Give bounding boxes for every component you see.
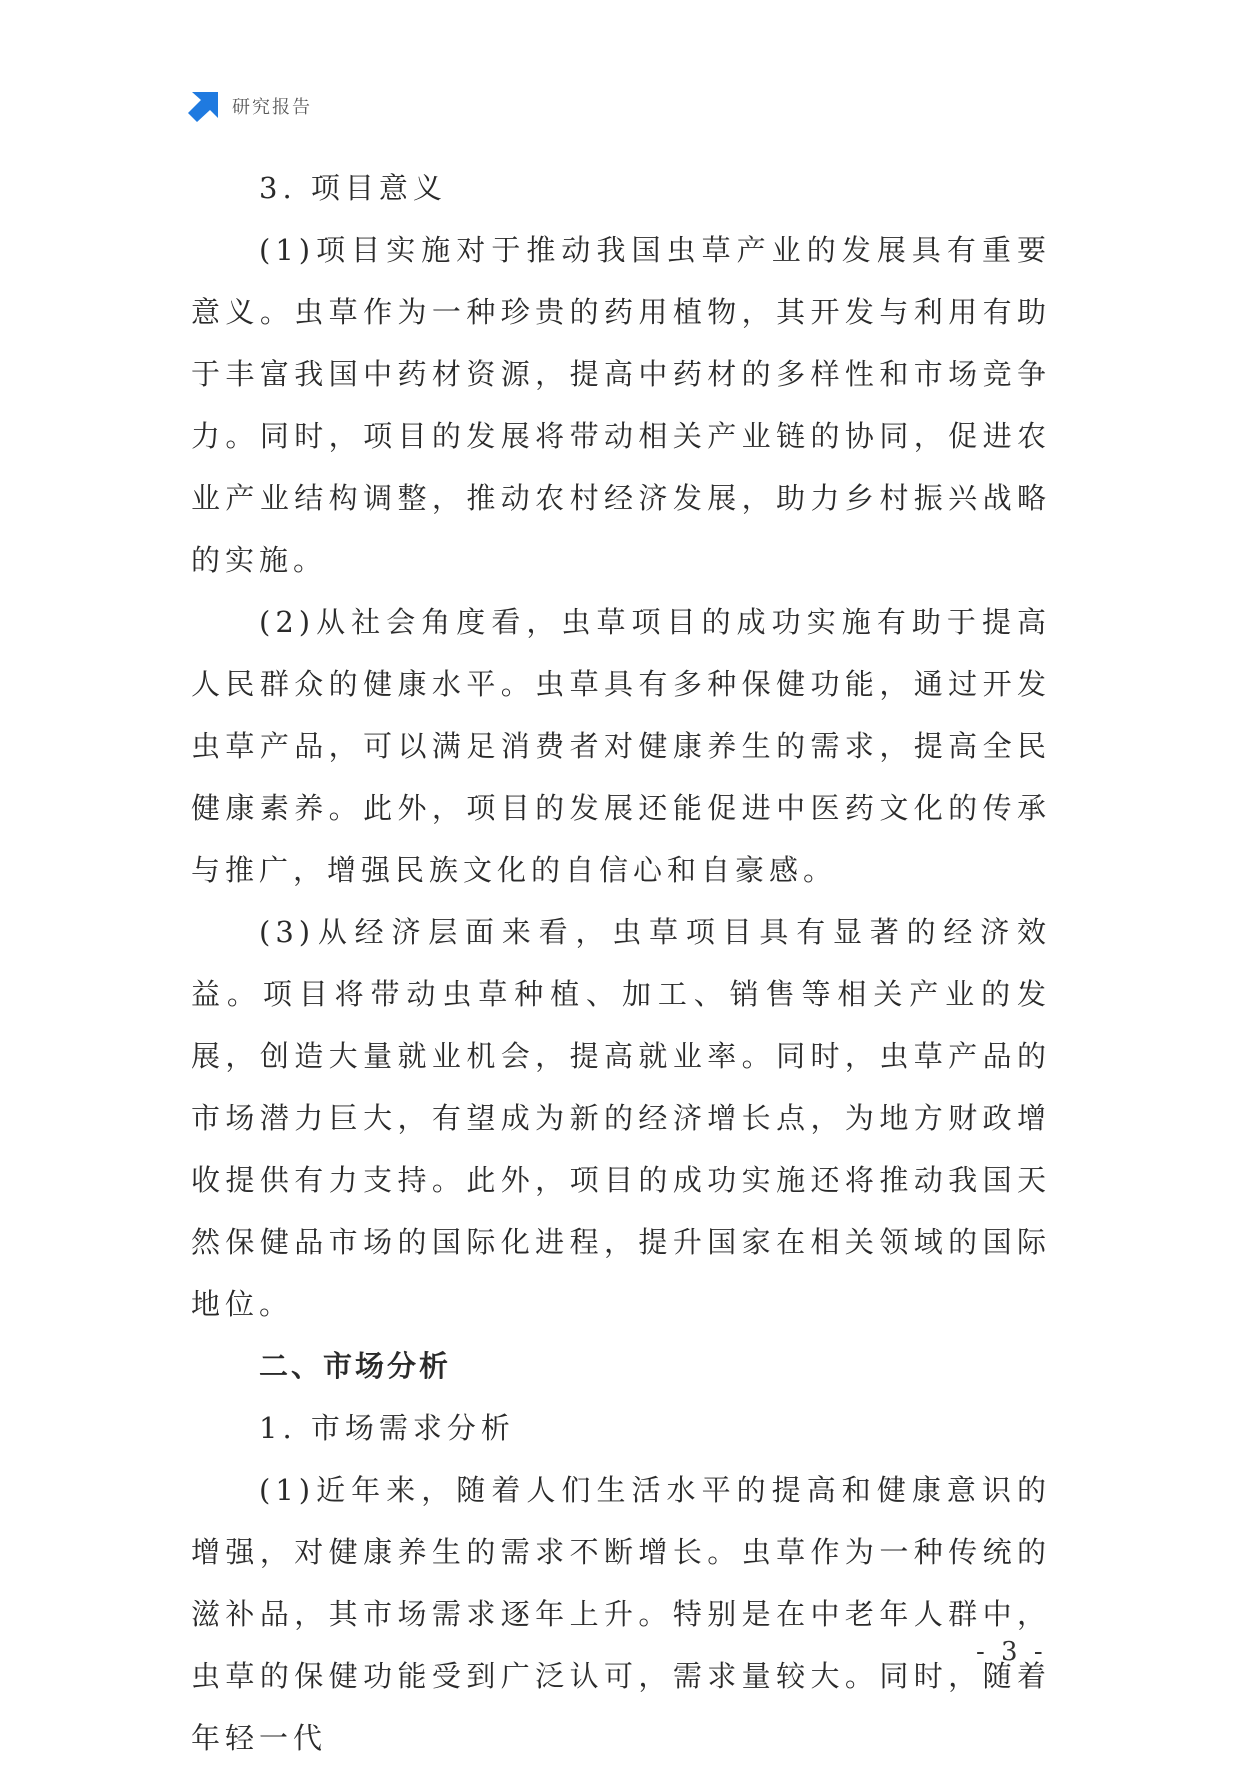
- section-heading-project-significance: 3. 项目意义: [259, 171, 447, 205]
- paragraph-4: (1)近年来，随着人们生活水平的提高和健康意识的增强，对健康养生的需求不断增长。虫草作为一种传统的滋补品，其市场需求逐年上升。特别是在中老年人群中，虫草的保健功能受到广泛认可，需求量较大。同时，随着年轻一代: [191, 1473, 1051, 1755]
- page-number: - 3 -: [976, 1637, 1047, 1667]
- header-title: 研究报告: [232, 97, 312, 118]
- paragraph-2: (2)从社会角度看，虫草项目的成功实施有助于提高人民群众的健康水平。虫草具有多种保健功能，通过开发虫草产品，可以满足消费者对健康养生的需求，提高全民健康素养。此外，项目的发展还能促进中医药文化的传承与推广，增强民族文化的自信心和自豪感。: [191, 605, 1051, 887]
- chapter-heading-market-analysis: 二、市场分析: [259, 1349, 452, 1383]
- paragraph-1: (1)项目实施对于推动我国虫草产业的发展具有重要意义。虫草作为一种珍贵的药用植物，其开发与利用有助于丰富我国中药材资源，提高中药材的多样性和市场竞争力。同时，项目的发展将带动相关产业链的协同，促进农业产业结构调整，推动农村经济发展，助力乡村振兴战略的实施。: [191, 233, 1051, 577]
- document-body: [191, 157, 1051, 1769]
- page-header: [188, 88, 312, 124]
- paragraph-3: (3)从经济层面来看，虫草项目具有显著的经济效益。项目将带动虫草种植、加工、销售等相关产业的发展，创造大量就业机会，提高就业率。同时，虫草产品的市场潜力巨大，有望成为新的经济增长点，为地方财政增收提供有力支持。此外，项目的成功实施还将推动我国天然保健品市场的国际化进程，提升国家在相关领域的国际地位。: [191, 915, 1051, 1321]
- section-heading-market-demand: 1. 市场需求分析: [259, 1411, 515, 1445]
- arrow-up-right-icon: [188, 90, 220, 122]
